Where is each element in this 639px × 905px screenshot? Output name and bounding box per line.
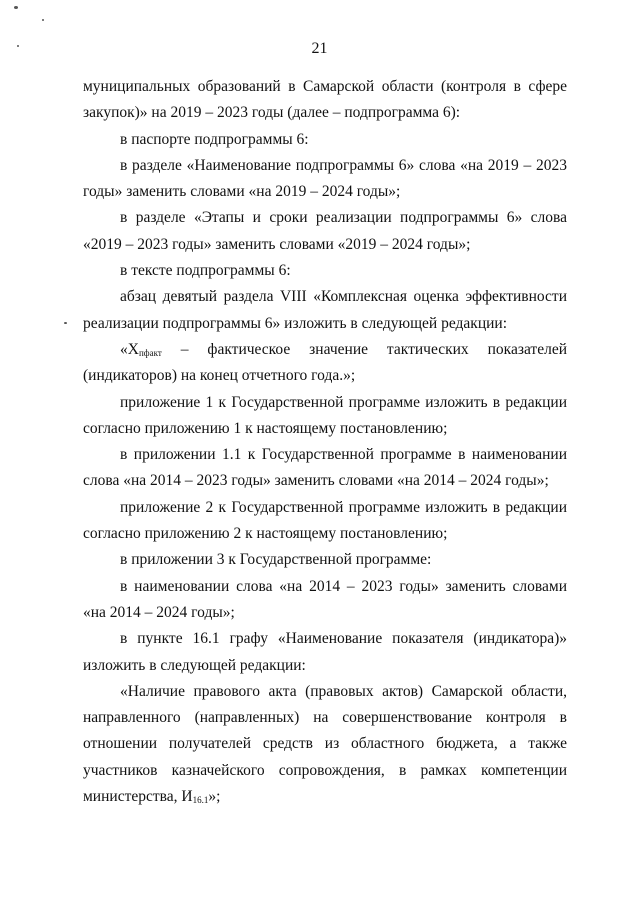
formula-subscript: пфакт	[138, 347, 162, 358]
paragraph-text: приложение 1 к Государственной программе изложить в редакции согласно приложению 1 к настоящему постановлению;	[83, 393, 567, 437]
paragraph-text: в приложении 3 к Государственной программе:	[120, 551, 432, 569]
paragraph-2	[83, 127, 567, 153]
scan-speck	[64, 322, 67, 324]
paragraph-text: в наименовании слова «на 2014 – 2023 годы» заменить словами «на 2014 – 2024 годы»;	[83, 577, 567, 621]
paragraph-text: в разделе «Этапы и сроки реализации подпрограммы 6» слова «2019 – 2023 годы» заменить словами «2019 – 2024 годы»;	[83, 209, 567, 253]
paragraph-10	[83, 495, 567, 548]
page-number: 21	[311, 40, 328, 57]
paragraph-11	[83, 547, 567, 573]
paragraph-13	[83, 626, 567, 679]
formula-subscript: 16.1	[192, 795, 209, 806]
scan-speck	[42, 19, 44, 21]
paragraph-text: приложение 2 к Государственной программе изложить в редакции согласно приложению 2 к настоящему постановлению;	[83, 498, 567, 543]
paragraph-9	[83, 442, 567, 495]
paragraph-5	[83, 258, 567, 284]
paragraph-text: абзац девятый раздела VIII «Комплексная оценка эффективности реализации подпрограммы 6» изложить в следующей редакции:	[83, 288, 567, 332]
paragraph-text: в пункте 16.1 графу «Наименование показателя (индикатора)» изложить в следующей редакции:	[83, 630, 567, 674]
paragraph-8	[83, 390, 567, 443]
paragraph-3	[83, 153, 567, 206]
paragraph-4	[83, 205, 567, 258]
formula-symbol: «X	[120, 340, 139, 358]
paragraph-text: в приложении 1.1 к Государственной программе в наименовании слова «на 2014 – 2023 годы» заменить словами «на 2014 – 2024 годы»;	[83, 446, 567, 490]
paragraph-text: в тексте подпрограммы 6:	[120, 262, 291, 280]
paragraph-text-end: »;	[208, 788, 221, 806]
paragraph-text: муниципальных образований в Самарской области (контроля в сфере закупок)» на 2019 – 2023 годы (далее – подпрограмма 6):	[83, 78, 567, 122]
paragraph-text: в разделе «Наименование подпрограммы 6» слова «на 2019 – 2023 годы» заменить словами «на 2019 – 2024 годы»;	[83, 156, 567, 201]
paragraph-6	[83, 284, 567, 337]
paragraph-text: «Наличие правового акта (правовых актов) Самарской области, направленного (направленных) на совершенствование контроля в отношении получателей средств из областного бюджета, а также участников казначейского сопровождения, в рамках компетенции министерства, И	[83, 682, 567, 806]
paragraph-7	[83, 337, 567, 390]
paragraph-12	[83, 574, 567, 627]
paragraph-text: в паспорте подпрограммы 6:	[120, 130, 309, 148]
scan-speck	[14, 6, 18, 9]
paragraph-14	[83, 679, 567, 810]
paragraph-1	[83, 74, 567, 127]
document-body	[83, 74, 567, 810]
paragraph-text: – фактическое значение тактических показателей (индикаторов) на конец отчетного года.»;	[83, 340, 567, 385]
